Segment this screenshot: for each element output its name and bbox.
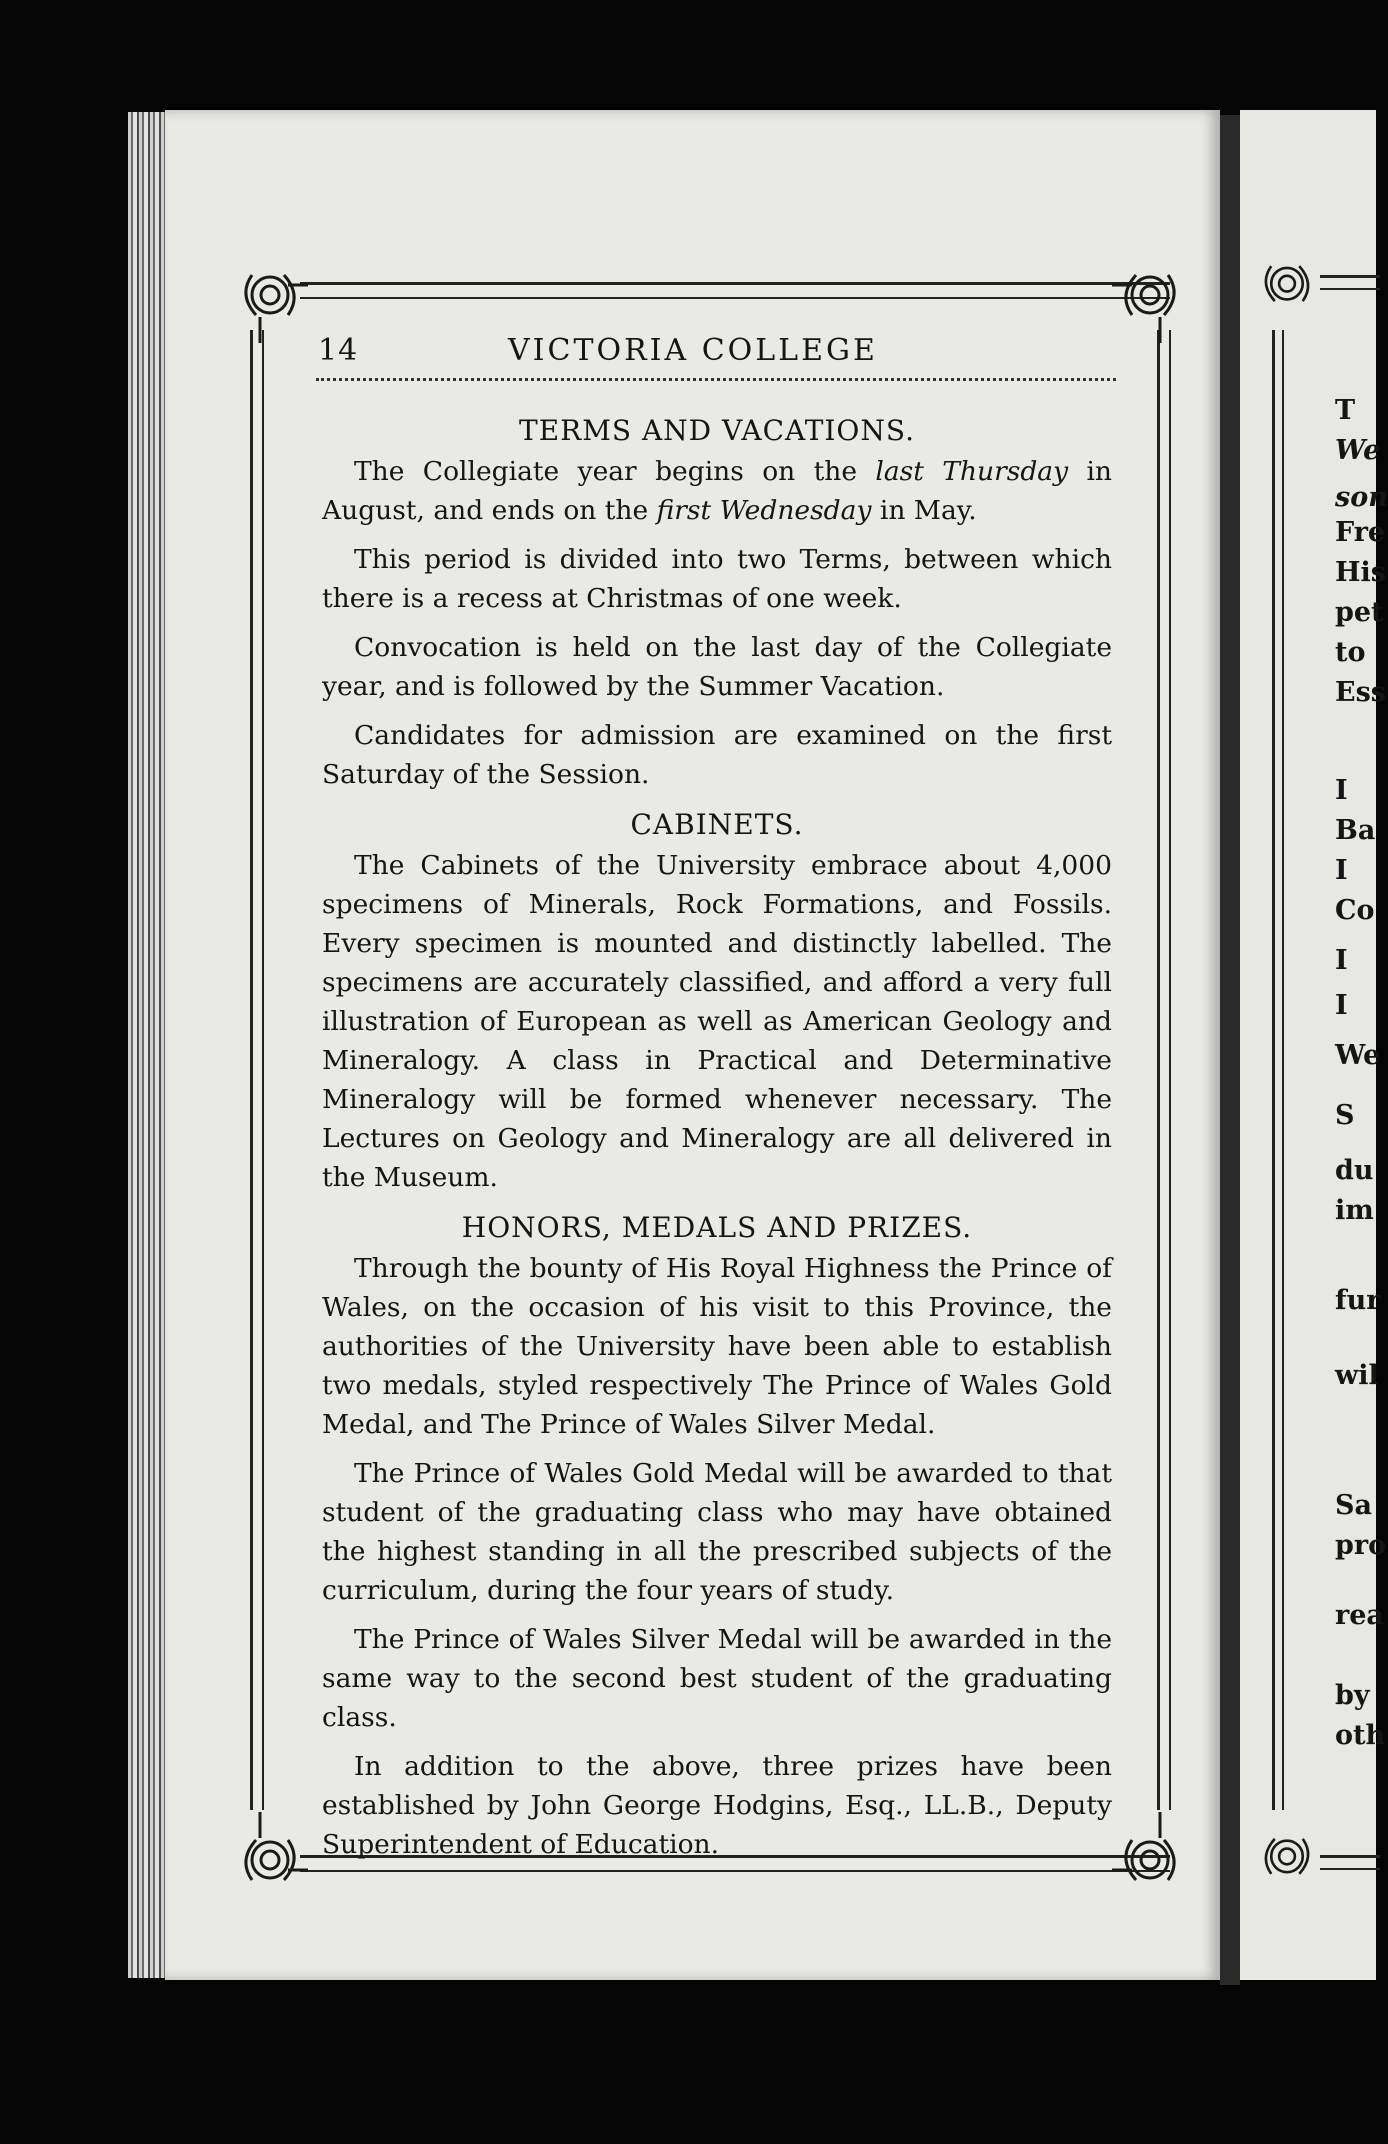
facing-page-frame-rule — [1272, 330, 1284, 1810]
facing-page-fragment: by — [1335, 1680, 1370, 1711]
frame-right-rule — [1157, 330, 1171, 1810]
running-head: VICTORIA COLLEGE — [508, 333, 878, 368]
facing-page-fragment: to — [1335, 637, 1366, 668]
corner-ornament-top-left-icon — [230, 255, 310, 345]
facing-page-fragment: pro — [1335, 1530, 1387, 1561]
facing-corner-ornament-bottom-icon — [1252, 1812, 1322, 1892]
section-heading-terms: TERMS AND VACATIONS. — [519, 414, 915, 447]
dotted-rule — [316, 378, 1116, 387]
facing-page-fragment: We — [1335, 435, 1381, 466]
facing-page-fragment: I — [1335, 855, 1348, 886]
corner-ornament-top-right-icon — [1110, 255, 1190, 345]
corner-ornament-bottom-right-icon — [1110, 1810, 1190, 1900]
facing-page-fragment: I — [1335, 990, 1348, 1021]
frame-left-rule — [250, 330, 264, 1810]
paragraph-collegiate-year: The Collegiate year begins on the last Thursday in August, and ends on the first Wednesday in May. — [322, 456, 1112, 526]
facing-page-fragment: wil — [1335, 1360, 1379, 1391]
book-gutter — [1220, 115, 1240, 1985]
facing-page-fragment: du — [1335, 1155, 1374, 1186]
facing-page-fragment: We — [1335, 1040, 1381, 1071]
paragraph-silver-medal: The Prince of Wales Silver Medal will be awarded in the same way to the second best student of the graduating class. — [322, 1624, 1112, 1733]
section-heading-cabinets: CABINETS. — [630, 808, 804, 841]
facing-page-fragment: oth — [1335, 1720, 1386, 1751]
page-number: 14 — [318, 333, 359, 368]
section-heading-honors: HONORS, MEDALS AND PRIZES. — [461, 1211, 973, 1244]
paragraph-gold-medal: The Prince of Wales Gold Medal will be awarded to that student of the graduating class who may have obtained the highest standing in all the prescribed subjects of the curriculum, during the four years of study. — [322, 1458, 1112, 1606]
facing-page-fragment: fur — [1335, 1285, 1381, 1316]
page-stack-edges — [128, 112, 168, 1978]
facing-page-fragment: Fre — [1335, 517, 1386, 548]
corner-ornament-bottom-left-icon — [230, 1810, 310, 1900]
facing-corner-ornament-top-icon — [1252, 248, 1322, 328]
facing-page-fragment: im — [1335, 1195, 1374, 1226]
facing-page-fragment: Ba — [1335, 815, 1376, 846]
facing-page-fragment: son — [1335, 482, 1388, 513]
facing-page-top-rule — [1320, 275, 1380, 290]
facing-page-fragment: S — [1335, 1100, 1355, 1131]
facing-page-fragment: rea — [1335, 1600, 1384, 1631]
frame-top-rule — [300, 282, 1170, 299]
facing-page-bottom-rule — [1320, 1855, 1380, 1870]
paragraph-prizes: In addition to the above, three prizes have been established by John George Hodgins, Esq., LL.B., Deputy Superintendent of Education. — [322, 1751, 1112, 1860]
paragraph-terms: This period is divided into two Terms, between which there is a recess at Christmas of one week. — [322, 544, 1112, 614]
facing-page-fragment: I — [1335, 775, 1348, 806]
facing-page-fragment: Co — [1335, 895, 1375, 926]
facing-page-fragment: Sa — [1335, 1490, 1372, 1521]
page-header — [318, 333, 1118, 373]
facing-page-fragment: His — [1335, 557, 1386, 588]
paragraph-admission: Candidates for admission are examined on the first Saturday of the Session. — [322, 720, 1112, 790]
paragraph-convocation: Convocation is held on the last day of the Collegiate year, and is followed by the Summer Vacation. — [322, 632, 1112, 702]
page-content — [322, 410, 1112, 1874]
paragraph-cabinets: The Cabinets of the University embrace about 4,000 specimens of Minerals, Rock Formations, and Fossils. Every specimen is mounted and distinctly labelled. The specimens are accurately classified, and afford a very full illustration of European as well as American Geology and Mineralogy. A class in Practical and Determinative Mineralogy will be formed whenever necessary. The Lectures on Geology and Mineralogy are all delivered in the Museum. — [322, 850, 1112, 1193]
facing-page-fragment: T — [1335, 395, 1356, 426]
facing-page-fragment: pet — [1335, 597, 1384, 628]
paragraph-bounty: Through the bounty of His Royal Highness the Prince of Wales, on the occasion of his visit to this Province, the authorities of the University have been able to establish two medals, styled respectively The Prince of Wales Gold Medal, and The Prince of Wales Silver Medal. — [322, 1253, 1112, 1440]
facing-page-fragment: Ess — [1335, 677, 1386, 708]
facing-page-fragment: I — [1335, 945, 1348, 976]
